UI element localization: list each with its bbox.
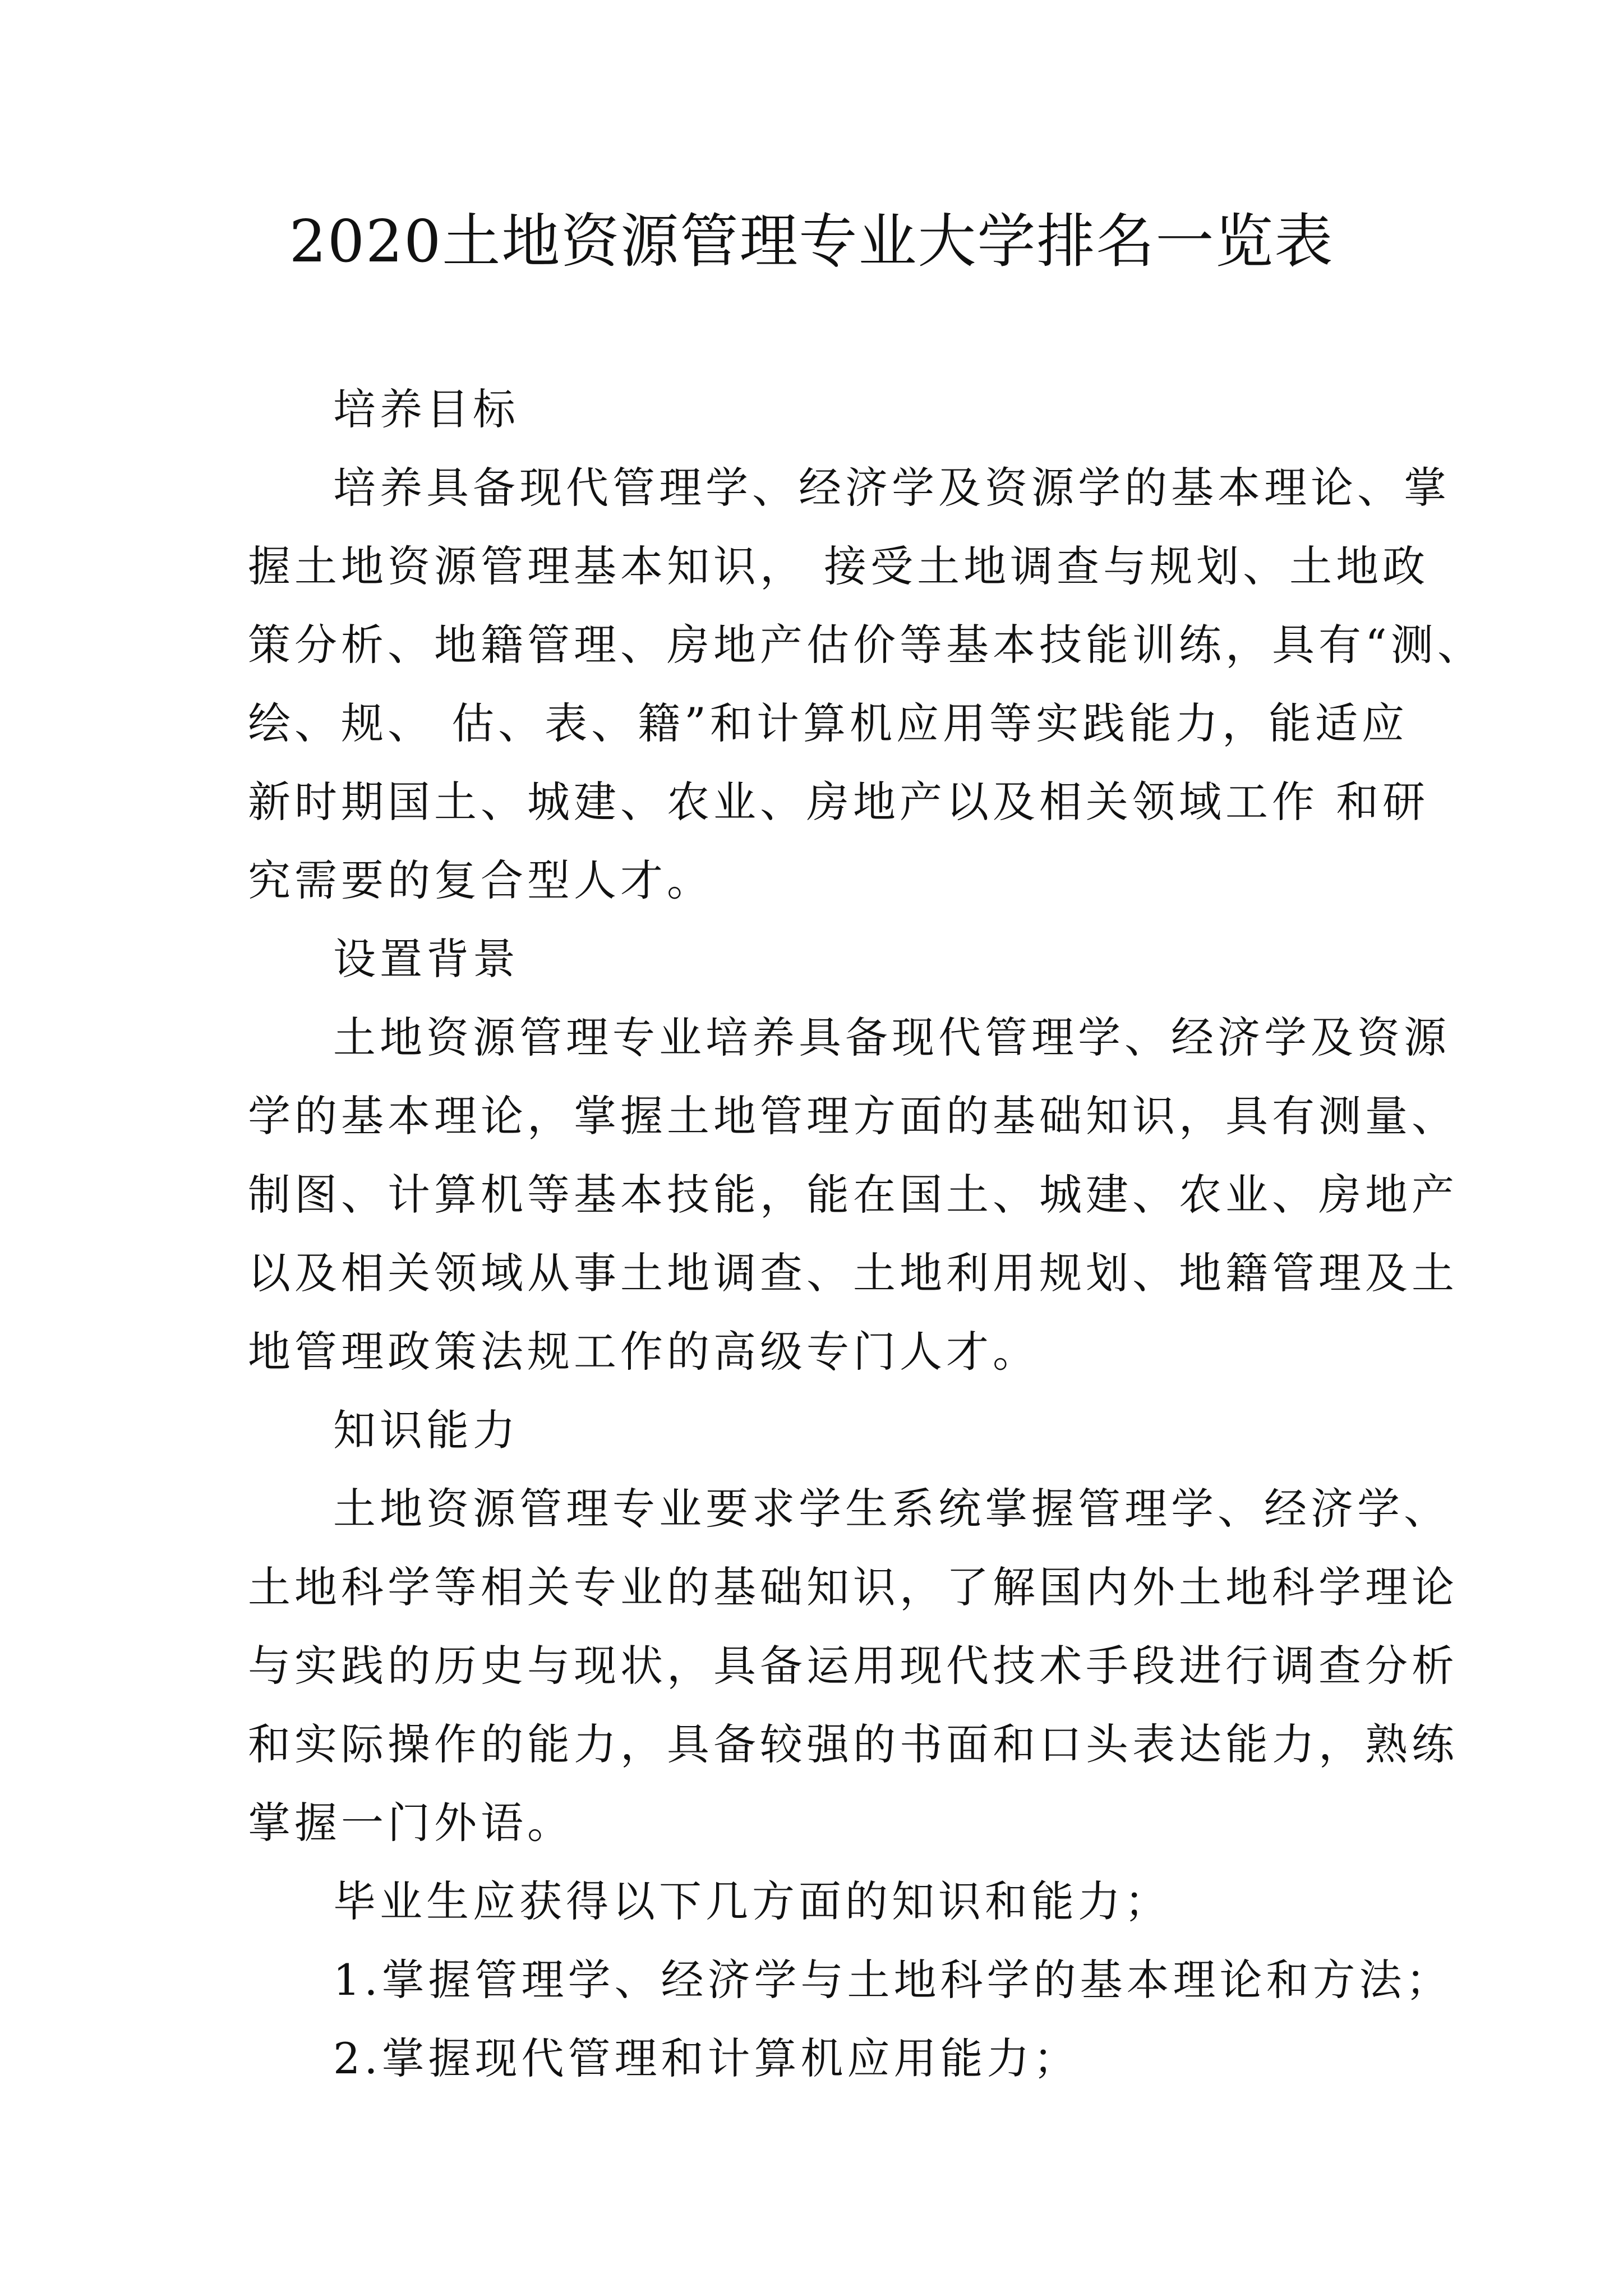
list-item: 1.掌握管理学、经济学与土地科学的基本理论和方法； <box>333 1955 1453 2005</box>
body-line: 握土地资源管理基本知识， 接受土地调查与规划、土地政 <box>248 541 1430 591</box>
section-heading-knowledge: 知识能力 <box>333 1405 519 1455</box>
body-line: 与实践的历史与现状，具备运用现代技术手段进行调查分析 <box>248 1641 1458 1691</box>
body-line: 培养具备现代管理学、经济学及资源学的基本理论、掌 <box>333 463 1450 513</box>
body-line: 土地科学等相关专业的基础知识，了解国内外土地科学理论 <box>248 1562 1458 1612</box>
body-line: 地管理政策法规工作的高级专门人才。 <box>248 1327 1039 1377</box>
body-line: 学的基本理论，掌握土地管理方面的基础知识，具有测量、 <box>248 1091 1458 1141</box>
body-line: 策分析、地籍管理、房地产估价等基本技能训练，具有“测、 <box>248 620 1484 670</box>
body-line: 土地资源管理专业培养具备现代管理学、经济学及资源 <box>333 1013 1450 1062</box>
body-line: 土地资源管理专业要求学生系统掌握管理学、经济学、 <box>333 1484 1450 1534</box>
body-line: 和实际操作的能力，具备较强的书面和口头表达能力，熟练 <box>248 1719 1458 1769</box>
section-heading-background: 设置背景 <box>333 934 519 984</box>
body-line: 究需要的复合型人才。 <box>248 855 713 905</box>
list-item: 2.掌握现代管理和计算机应用能力； <box>333 2033 1080 2083</box>
body-line: 以及相关领域从事土地调查、土地利用规划、地籍管理及土 <box>248 1248 1458 1298</box>
document-title: 2020土地资源管理专业大学排名一览表 <box>289 207 1334 275</box>
body-line: 新时期国土、城建、农业、房地产以及相关领域工作 和研 <box>248 777 1430 827</box>
body-line: 毕业生应获得以下几方面的知识和能力； <box>333 1876 1171 1926</box>
body-line: 绘、规、 估、表、籍”和计算机应用等实践能力，能适应 <box>248 698 1409 748</box>
section-heading-training-goal: 培养目标 <box>333 384 519 434</box>
body-line: 掌握一门外语。 <box>248 1798 574 1848</box>
body-line: 制图、计算机等基本技能，能在国土、城建、农业、房地产 <box>248 1170 1458 1220</box>
document-body <box>248 370 1484 2098</box>
